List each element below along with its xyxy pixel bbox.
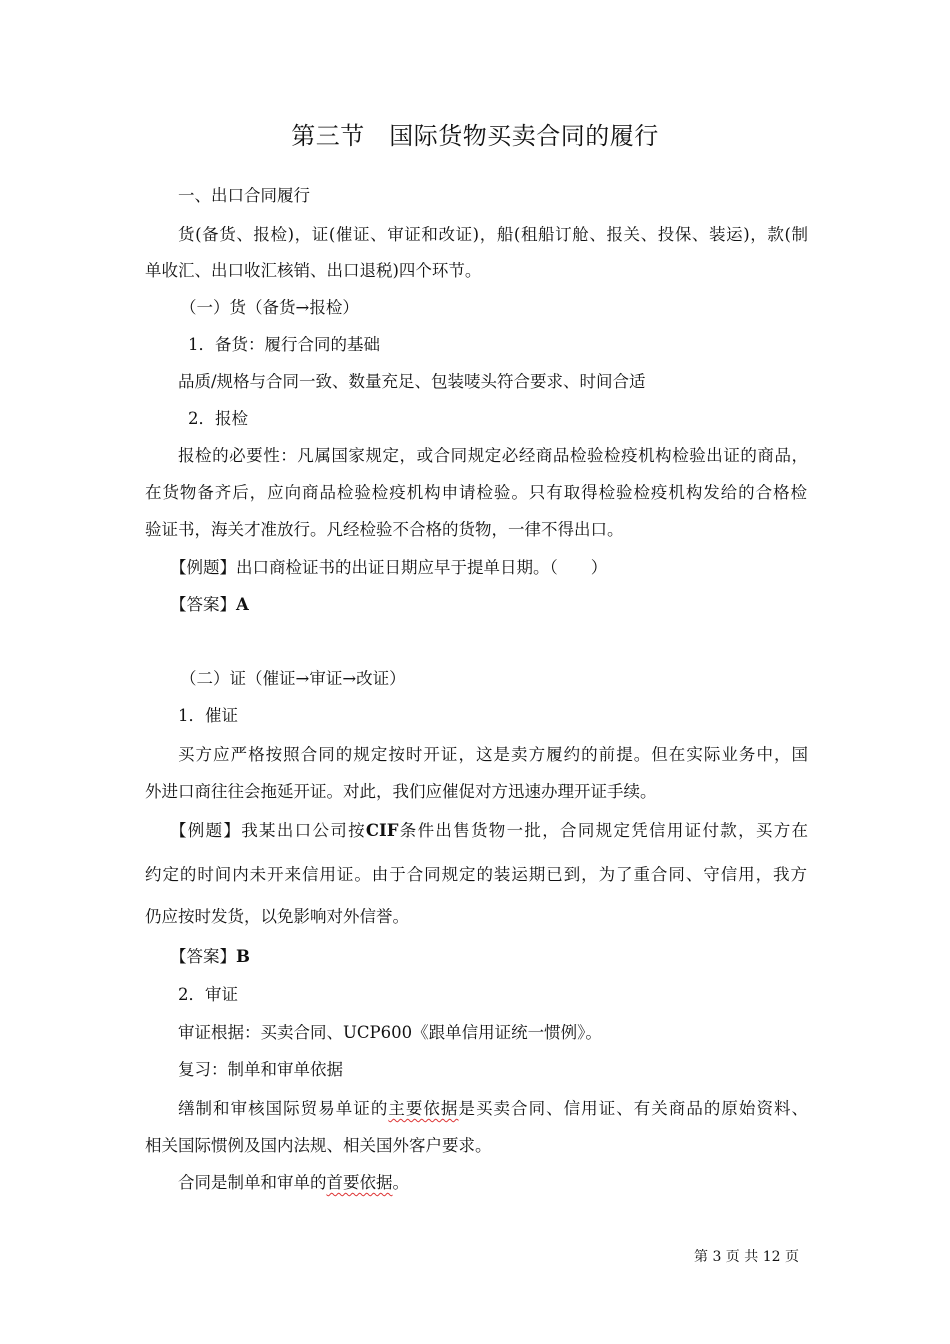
item-heading: 1．催证 xyxy=(178,706,238,725)
paragraph-line: 在货物备齐后，应向商品检验检疫机构申请检验。只有取得检验检疫机构发给的合格检 xyxy=(145,483,807,502)
paragraph-line: 买方应严格按照合同的规定按时开证，这是卖方履约的前提。但在实际业务中，国 xyxy=(178,745,808,764)
paragraph-line: 约定的时间内未开来信用证。由于合同规定的装运期已到，为了重合同、守信用，我方 xyxy=(145,865,807,884)
answer-value: A xyxy=(236,595,249,614)
page-number: 第 3 页 共 12 页 xyxy=(694,1249,799,1265)
subsection-heading: （一）货（备货→报检） xyxy=(180,298,359,317)
item-heading: 2．报检 xyxy=(188,409,248,428)
answer-line xyxy=(170,946,250,968)
example-rest: 条件出售货物一批，合同规定凭信用证付款，买方在 xyxy=(398,821,809,840)
item-heading: 2．审证 xyxy=(178,985,238,1004)
paragraph-line: 仍应按时发货，以免影响对外信誉。 xyxy=(145,907,409,926)
paragraph-line: 品质/规格与合同一致、数量充足、包装唛头符合要求、时间合适 xyxy=(178,372,646,391)
example-question xyxy=(170,820,808,842)
example-prefix: 【例题】我某出口公司按 xyxy=(170,821,366,840)
paragraph-line: 报检的必要性：凡属国家规定，或合同规定必经商品检验检疫机构检验出证的商品， xyxy=(178,446,808,465)
paragraph-line: 审证根据：买卖合同、UCP600《跟单信用证统一惯例》。 xyxy=(178,1023,602,1042)
paragraph-line xyxy=(178,1172,409,1194)
example-bold-term: CIF xyxy=(365,821,399,840)
highlighted-term: 主要依据 xyxy=(388,1099,459,1118)
text-segment: 合同是制单和审单的 xyxy=(178,1173,327,1192)
paragraph-line: 相关国际惯例及国内法规、相关国外客户要求。 xyxy=(145,1136,492,1155)
text-segment: 是买卖合同、信用证、有关商品的原始资料、 xyxy=(458,1099,809,1118)
answer-line xyxy=(170,594,249,616)
answer-label: 【答案】 xyxy=(170,947,236,966)
paragraph-line: 外进口商往往会拖延开证。对此，我们应催促对方迅速办理开证手续。 xyxy=(145,782,657,801)
section-title: 第三节 国际货物买卖合同的履行 xyxy=(291,122,659,150)
item-heading: 1．备货：履行合同的基础 xyxy=(188,335,380,354)
paragraph-line: 货(备货、报检)，证(催证、审证和改证)，船(租船订舱、报关、投保、装运)，款(制 xyxy=(178,225,808,244)
example-question: 【例题】出口商检证书的出证日期应早于提单日期。（ ） xyxy=(170,558,608,577)
paragraph-line: 单收汇、出口收汇核销、出口退税)四个环节。 xyxy=(145,261,482,280)
paragraph-line: 验证书，海关才准放行。凡经检验不合格的货物，一律不得出口。 xyxy=(145,520,624,539)
answer-label: 【答案】 xyxy=(170,595,236,614)
section-heading: 一、出口合同履行 xyxy=(178,186,310,205)
highlighted-term: 首要依据 xyxy=(326,1173,393,1192)
paragraph-line xyxy=(178,1098,808,1120)
text-segment: 缮制和审核国际贸易单证的 xyxy=(178,1099,389,1118)
review-heading: 复习：制单和审单依据 xyxy=(178,1060,343,1079)
text-segment: 。 xyxy=(392,1173,409,1192)
answer-value: B xyxy=(236,947,250,966)
subsection-heading: （二）证（催证→审证→改证） xyxy=(180,669,406,688)
